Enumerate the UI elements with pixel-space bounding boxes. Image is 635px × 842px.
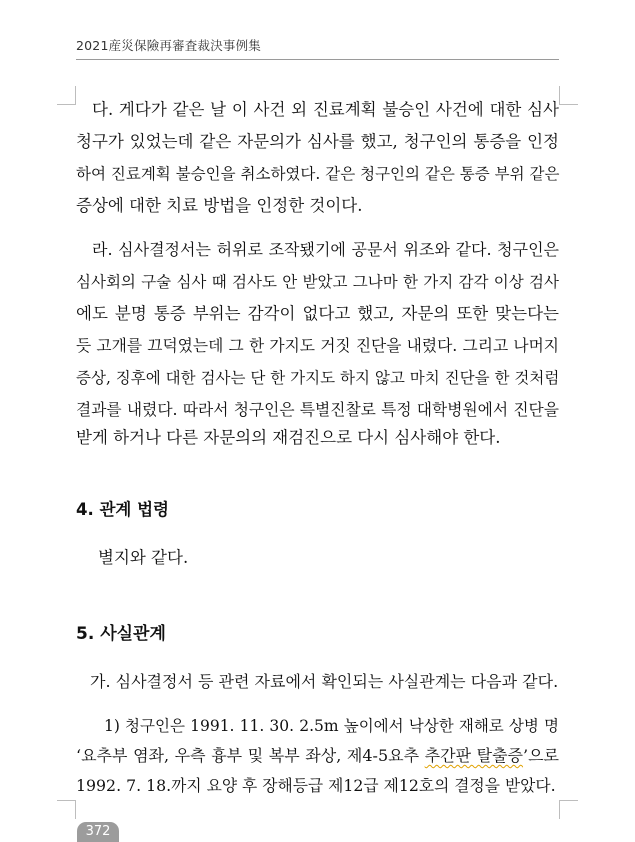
paragraph-d-line: 받게 하거나 다른 자문의의 재검진으로 다시 심사해야 한다.	[76, 428, 501, 447]
paragraph-d-line: 심사회의 구술 심사 때 검사도 안 받았고 그나마 한 가지 감각 이상 검사	[76, 273, 559, 291]
paragraph-c-line: 청구가 있었는데 같은 자문의가 심사를 했고, 청구인의 통증을 인정	[76, 132, 559, 151]
fact-item-1-line: 1) 청구인은 1991. 11. 30. 2.5m 높이에서 낙상한 재해로 상병 명	[104, 717, 559, 735]
fact-item-1-text: ‘요추부 염좌, 우측 흉부 및 복부 좌상, 제4-5요추	[76, 746, 425, 765]
section-5-heading: 5. 사실관계	[76, 624, 166, 644]
crop-mark-bottom-right	[559, 800, 578, 819]
paragraph-d-line: 라. 심사결정서는 허위로 조작됐기에 공문서 위조와 같다. 청구인은	[92, 240, 559, 259]
paragraph-d-line: 결과를 내렸다. 따라서 청구인은 특별진찰로 특정 대학병원에서 진단을	[76, 400, 559, 419]
fact-item-1-text: ’으로	[523, 746, 560, 765]
fact-item-1-line	[76, 746, 559, 766]
paragraph-d-line: 증상, 징후에 대한 검사는 단 한 가지도 하지 않고 마치 진단을 한 것처럼	[76, 369, 560, 387]
section-5-intro: 가. 심사결정서 등 관련 자료에서 확인되는 사실관계는 다음과 같다.	[90, 672, 559, 691]
header-rule	[76, 59, 559, 60]
paragraph-c-line: 다. 게다가 같은 날 이 사건 외 진료계획 불승인 사건에 대한 심사	[92, 100, 559, 119]
fact-item-1-line: 1992. 7. 18.까지 요양 후 장해등급 제12급 제12호의 결정을 받았다.	[76, 776, 556, 795]
section-4-body: 별지와 같다.	[98, 548, 189, 567]
section-4-heading: 4. 관계 법령	[76, 500, 169, 519]
paragraph-d-line: 듯 고개를 끄덕였는데 그 한 가지도 거짓 진단을 내렸다. 그리고 나머지	[76, 336, 559, 355]
crop-mark-top-right	[559, 86, 578, 105]
crop-mark-top-left	[57, 86, 76, 105]
spellcheck-underlined-text: 추간판 탈출증	[424, 746, 524, 765]
page-number: 372	[77, 822, 119, 842]
paragraph-d-line: 에도 분명 통증 부위는 감각이 없다고 했고, 자문의 또한 맞는다는	[76, 304, 559, 323]
paragraph-c-line: 하여 진료계획 불승인을 취소하였다. 같은 청구인의 같은 통증 부위 같은	[76, 165, 560, 183]
crop-mark-bottom-left	[57, 800, 76, 819]
running-header: 2021産災保險再審査裁決事例集	[76, 38, 262, 53]
paragraph-c-line: 증상에 대한 치료 방법을 인정한 것이다.	[76, 196, 363, 215]
